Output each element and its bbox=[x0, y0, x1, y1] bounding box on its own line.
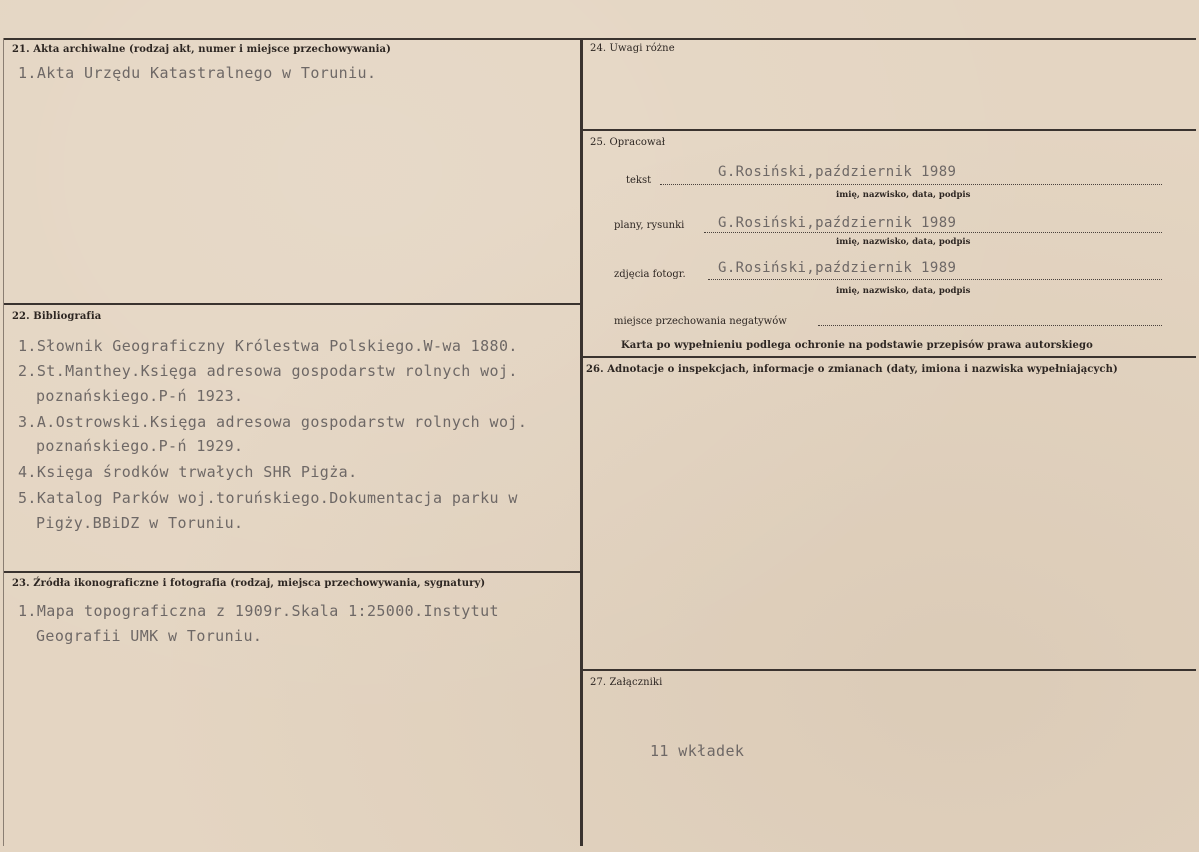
section-21-label: 21. Akta archiwalne (rodzaj akt, numer i miejsce przechowywania) bbox=[12, 44, 391, 55]
bibliography-line: 5.Katalog Parków woj.toruńskiego.Dokumentacja parku w bbox=[18, 489, 518, 507]
section-22-label: 22. Bibliografia bbox=[12, 311, 102, 322]
right-divider-24-25 bbox=[582, 129, 1196, 131]
left-divider-21-22 bbox=[3, 303, 581, 305]
iconography-line: Geografii UMK w Toruniu. bbox=[36, 627, 263, 645]
bibliography-line: 2.St.Manthey.Księga adresowa gospodarstw rolnych woj. bbox=[18, 362, 518, 380]
author-row-label-text: tekst bbox=[626, 175, 652, 186]
bibliography-line: 1.Słownik Geograficzny Królestwa Polskiego.W-wa 1880. bbox=[18, 337, 518, 355]
author-row-label-plans: plany, rysunki bbox=[614, 220, 685, 231]
bibliography-line: poznańskiego.P-ń 1923. bbox=[36, 387, 244, 405]
section-24-label: 24. Uwagi różne bbox=[590, 43, 675, 54]
top-border bbox=[3, 38, 1196, 40]
left-edge bbox=[3, 38, 4, 846]
author-row-label-photos: zdjęcia fotogr. bbox=[614, 269, 686, 280]
copyright-notice: Karta po wypełnieniu podlega ochronie na podstawie przepisów prawa autorskiego bbox=[621, 340, 1093, 351]
left-divider-22-23 bbox=[3, 571, 581, 573]
right-divider-26-27 bbox=[582, 669, 1196, 671]
right-divider-25-26 bbox=[582, 356, 1196, 358]
section-26-label: 26. Adnotacje o inspekcjach, informacje o zmianach (daty, imiona i nazwiska wypełniających) bbox=[586, 364, 1118, 375]
negatives-label: miejsce przechowania negatywów bbox=[614, 316, 787, 327]
author-row-line-plans bbox=[704, 232, 1162, 233]
center-divider bbox=[580, 38, 583, 846]
bibliography-line: Pigży.BBiDZ w Toruniu. bbox=[36, 514, 244, 532]
bibliography-line: 4.Księga środków trwałych SHR Pigża. bbox=[18, 463, 358, 481]
author-row-hint-photos: imię, nazwisko, data, podpis bbox=[836, 286, 971, 296]
section-23-label: 23. Źródła ikonograficzne i fotografia (rodzaj, miejsca przechowywania, sygnatury) bbox=[12, 578, 486, 589]
author-row-hint-plans: imię, nazwisko, data, podpis bbox=[836, 237, 971, 247]
section-21-item: 1.Akta Urzędu Katastralnego w Toruniu. bbox=[18, 64, 377, 82]
bibliography-line: poznańskiego.P-ń 1929. bbox=[36, 437, 244, 455]
author-row-value-photos: G.Rosiński,październik 1989 bbox=[718, 260, 957, 276]
iconography-line: 1.Mapa topograficzna z 1909r.Skala 1:25000.Instytut bbox=[18, 602, 499, 620]
author-row-value-plans: G.Rosiński,październik 1989 bbox=[718, 215, 957, 231]
bibliography-line: 3.A.Ostrowski.Księga adresowa gospodarstw rolnych woj. bbox=[18, 413, 528, 431]
author-row-hint-text: imię, nazwisko, data, podpis bbox=[836, 190, 971, 200]
author-row-line-text bbox=[660, 184, 1162, 185]
negatives-line bbox=[818, 325, 1162, 326]
section-25-label: 25. Opracował bbox=[590, 137, 666, 148]
author-row-value-text: G.Rosiński,październik 1989 bbox=[718, 164, 957, 180]
attachments-value: 11 wkładek bbox=[650, 742, 745, 760]
author-row-line-photos bbox=[708, 279, 1162, 280]
section-27-label: 27. Załączniki bbox=[590, 677, 663, 688]
